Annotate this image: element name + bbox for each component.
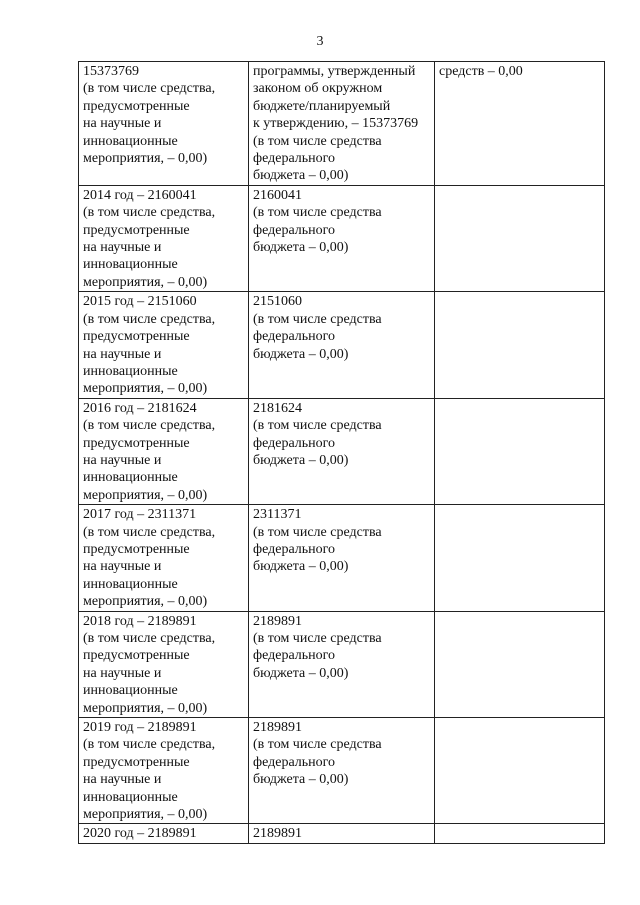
cell-text-line: предусмотренные bbox=[83, 648, 190, 664]
cell-text-line: бюджете/планируемый bbox=[253, 98, 391, 114]
cell-text-line: на научные и bbox=[83, 772, 162, 788]
cell-text-line: 2020 год – 2189891 bbox=[83, 826, 197, 842]
table-row bbox=[79, 824, 605, 843]
cell-text-line: мероприятия, – 0,00) bbox=[83, 700, 208, 716]
table-cell-2 bbox=[249, 398, 435, 504]
cell-text-line: 2189891 bbox=[253, 613, 302, 629]
cell-text-line: предусмотренные bbox=[83, 435, 190, 451]
cell-text-line: на научные и bbox=[83, 452, 162, 468]
table-cell-2 bbox=[249, 824, 435, 843]
table-row bbox=[79, 62, 605, 186]
cell-text-line: 2015 год – 2151060 bbox=[83, 294, 197, 310]
cell-text-line: 2017 год – 2311371 bbox=[83, 507, 197, 523]
cell-text-line: федерального bbox=[253, 151, 336, 167]
cell-text-line: мероприятия, – 0,00) bbox=[83, 487, 208, 503]
cell-text-line: (в том числе средства bbox=[253, 205, 382, 221]
cell-text-line: на научные и bbox=[83, 665, 162, 681]
cell-text-line: (в том числе средства, bbox=[83, 205, 216, 221]
cell-text-line: бюджета – 0,00) bbox=[253, 346, 349, 362]
cell-text-line: мероприятия, – 0,00) bbox=[83, 594, 208, 610]
table-cell-3 bbox=[435, 718, 605, 824]
cell-text-line: федерального bbox=[253, 754, 336, 770]
cell-text-line: 2014 год – 2160041 bbox=[83, 187, 197, 203]
cell-text-line: 2189891 bbox=[253, 720, 302, 736]
cell-text-line: федерального bbox=[253, 541, 336, 557]
table-cell-1 bbox=[79, 505, 249, 611]
page-number: 3 bbox=[316, 34, 324, 49]
cell-text-line: 15373769 bbox=[83, 64, 139, 79]
cell-text-line: федерального bbox=[253, 329, 336, 345]
cell-text-line: 2189891 bbox=[253, 826, 302, 842]
cell-text-line: на научные и bbox=[83, 559, 162, 575]
cell-text-line: бюджета – 0,00) bbox=[253, 240, 349, 256]
table-row bbox=[79, 505, 605, 611]
cell-text-line: федерального bbox=[253, 222, 336, 238]
cell-text-line: мероприятия, – 0,00) bbox=[83, 807, 208, 823]
cell-text-line: программы, утвержденный bbox=[253, 64, 416, 79]
table-row bbox=[79, 611, 605, 717]
table-cell-3 bbox=[435, 611, 605, 717]
table-row bbox=[79, 718, 605, 824]
table-row bbox=[79, 398, 605, 504]
cell-text-line: бюджета – 0,00) bbox=[253, 772, 349, 788]
cell-text-line: 2019 год – 2189891 bbox=[83, 720, 197, 736]
table-cell-2 bbox=[249, 292, 435, 398]
cell-text-line: инновационные bbox=[83, 133, 178, 149]
table-cell-1 bbox=[79, 185, 249, 291]
table-cell-2 bbox=[249, 505, 435, 611]
cell-text-line: (в том числе средства, bbox=[83, 418, 216, 434]
table-cell-1 bbox=[79, 718, 249, 824]
cell-text-line: средств – 0,00 bbox=[439, 64, 523, 79]
cell-text-line: предусмотренные bbox=[83, 329, 190, 345]
cell-text-line: законом об окружном bbox=[253, 81, 383, 97]
table-cell-3 bbox=[435, 824, 605, 843]
cell-text-line: (в том числе средства bbox=[253, 524, 382, 540]
cell-text-line: мероприятия, – 0,00) bbox=[83, 274, 208, 290]
cell-text-line: бюджета – 0,00) bbox=[253, 168, 349, 184]
table-row bbox=[79, 292, 605, 398]
cell-text-line: инновационные bbox=[83, 789, 178, 805]
cell-text-line: федерального bbox=[253, 435, 336, 451]
table-cell-2 bbox=[249, 718, 435, 824]
cell-text-line: (в том числе средства bbox=[253, 631, 382, 646]
table-cell-3 bbox=[435, 62, 605, 186]
table-cell-3 bbox=[435, 185, 605, 291]
cell-text-line: инновационные bbox=[83, 257, 178, 273]
table-cell-1 bbox=[79, 611, 249, 717]
table-cell-3 bbox=[435, 398, 605, 504]
budget-table bbox=[78, 61, 605, 844]
cell-text-line: инновационные bbox=[83, 683, 178, 699]
cell-text-line: (в том числе средства, bbox=[83, 524, 216, 540]
cell-text-line: 2160041 bbox=[253, 187, 302, 203]
table-cell-1 bbox=[79, 824, 249, 843]
cell-text-line: инновационные bbox=[83, 576, 178, 592]
cell-text-line: 2181624 bbox=[253, 400, 302, 416]
cell-text-line: (в том числе средства, bbox=[83, 311, 216, 327]
cell-text-line: бюджета – 0,00) bbox=[253, 665, 349, 681]
table-row bbox=[79, 185, 605, 291]
table-cell-3 bbox=[435, 292, 605, 398]
cell-text-line: федерального bbox=[253, 648, 336, 664]
cell-text-line: 2016 год – 2181624 bbox=[83, 400, 197, 416]
cell-text-line: 2311371 bbox=[253, 507, 302, 523]
cell-text-line: бюджета – 0,00) bbox=[253, 559, 349, 575]
cell-text-line: (в том числе средства, bbox=[83, 631, 216, 646]
table-cell-2 bbox=[249, 62, 435, 186]
cell-text-line: (в том числе средства, bbox=[83, 81, 216, 97]
budget-table-body bbox=[79, 62, 605, 844]
cell-text-line: на научные и bbox=[83, 116, 162, 132]
cell-text-line: инновационные bbox=[83, 363, 178, 379]
cell-text-line: мероприятия, – 0,00) bbox=[83, 381, 208, 397]
cell-text-line: (в том числе средства bbox=[253, 133, 382, 149]
cell-text-line: предусмотренные bbox=[83, 754, 190, 770]
cell-text-line: мероприятия, – 0,00) bbox=[83, 151, 208, 167]
cell-text-line: бюджета – 0,00) bbox=[253, 452, 349, 468]
cell-text-line: предусмотренные bbox=[83, 541, 190, 557]
cell-text-line: к утверждению, – 15373769 bbox=[253, 116, 419, 132]
cell-text-line: на научные и bbox=[83, 346, 162, 362]
cell-text-line: 2151060 bbox=[253, 294, 302, 310]
cell-text-line: 2018 год – 2189891 bbox=[83, 613, 197, 629]
table-cell-1 bbox=[79, 62, 249, 186]
cell-text-line: (в том числе средства bbox=[253, 311, 382, 327]
cell-text-line: инновационные bbox=[83, 470, 178, 486]
table-cell-1 bbox=[79, 292, 249, 398]
cell-text-line: (в том числе средства bbox=[253, 418, 382, 434]
cell-text-line: (в том числе средства, bbox=[83, 737, 216, 753]
cell-text-line: на научные и bbox=[83, 240, 162, 256]
cell-text-line: (в том числе средства bbox=[253, 737, 382, 753]
cell-text-line: предусмотренные bbox=[83, 222, 190, 238]
table-cell-2 bbox=[249, 611, 435, 717]
cell-text-line: предусмотренные bbox=[83, 98, 190, 114]
table-cell-1 bbox=[79, 398, 249, 504]
table-cell-3 bbox=[435, 505, 605, 611]
table-cell-2 bbox=[249, 185, 435, 291]
